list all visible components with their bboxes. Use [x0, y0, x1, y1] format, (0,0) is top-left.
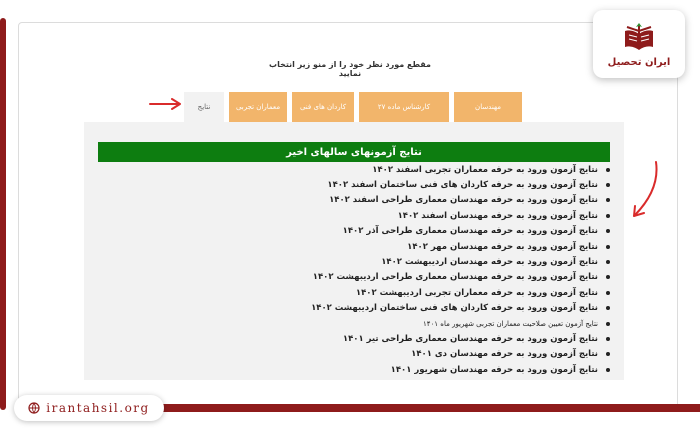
result-link[interactable]: نتایج آزمون ورود به حرفه کاردان های فنی ساختمان اردیبهشت ۱۴۰۲ — [110, 301, 610, 316]
result-link[interactable]: نتایج آزمون ورود به حرفه مهندسان دی ۱۴۰۱ — [110, 347, 610, 362]
bullet-icon — [606, 168, 610, 172]
result-link[interactable]: نتایج آزمون ورود به حرفه مهندسان مهر ۱۴۰۲ — [110, 239, 610, 254]
bullet-icon — [606, 368, 610, 372]
result-link[interactable]: نتایج آزمون ورود به حرفه مهندسان معماری طراحی اردیبهشت ۱۴۰۲ — [110, 270, 610, 285]
website-url: irantahsil.org — [46, 401, 150, 415]
bullet-icon — [606, 306, 610, 310]
bullet-icon — [606, 183, 610, 187]
result-link[interactable]: نتایج آزمون ورود به حرفه مهندسان معماری طراحی آذر ۱۴۰۲ — [110, 224, 610, 239]
bullet-icon — [606, 245, 610, 249]
bullet-icon — [606, 275, 610, 279]
tab-technicians[interactable]: کاردان های فنی — [292, 92, 354, 122]
result-link[interactable]: نتایج آزمون ورود به حرفه مهندسان اسفند ۱۴۰۲ — [110, 208, 610, 223]
bullet-icon — [606, 337, 610, 341]
website-link[interactable] — [14, 395, 164, 421]
result-link[interactable]: نتایج آزمون ورود به حرفه مهندسان اردیبهشت ۱۴۰۲ — [110, 254, 610, 269]
result-link[interactable]: نتایج آزمون تعیین صلاحیت معماران تجربی شهریور ماه ۱۴۰۱ — [110, 316, 610, 331]
bullet-icon — [606, 352, 610, 356]
tab-engineers[interactable]: مهندسان — [454, 92, 522, 122]
globe-icon — [28, 402, 40, 414]
result-link[interactable]: نتایج آزمون ورود به حرفه معماران تجربی اردیبهشت ۱۴۰۲ — [110, 285, 610, 300]
results-header: نتایج آزمونهای سالهای اخیر — [98, 142, 610, 162]
result-link[interactable]: نتایج آزمون ورود به حرفه معماران تجربی اسفند ۱۴۰۲ — [110, 162, 610, 177]
brand-logo[interactable] — [593, 10, 685, 78]
pointer-arrow-icon — [148, 98, 184, 110]
result-link[interactable]: نتایج آزمون ورود به حرفه کاردان های فنی ساختمان اسفند ۱۴۰۲ — [110, 177, 610, 192]
bullet-icon — [606, 198, 610, 202]
bullet-icon — [606, 214, 610, 218]
result-link[interactable]: نتایج آزمون ورود به حرفه مهندسان شهریور ۱۴۰۱ — [110, 362, 610, 377]
result-link[interactable]: نتایج آزمون ورود به حرفه مهندسان معماری طراحی اسفند ۱۴۰۲ — [110, 193, 610, 208]
instruction-text: مقطع مورد نظر خود را از منو زیر انتخاب نمایید — [269, 60, 431, 78]
pointer-arrow-icon — [626, 160, 662, 224]
bullet-icon — [606, 260, 610, 264]
results-panel — [84, 122, 624, 380]
bullet-icon — [606, 291, 610, 295]
category-tabs — [184, 92, 522, 122]
bullet-icon — [606, 322, 610, 326]
book-logo-icon — [619, 21, 659, 55]
frame-accent-bar — [0, 18, 6, 410]
results-list — [110, 162, 610, 377]
bullet-icon — [606, 229, 610, 233]
tab-article-27[interactable]: کارشناس ماده ۲۷ — [359, 92, 449, 122]
tab-results[interactable]: نتایج — [184, 92, 224, 122]
tab-experienced-architects[interactable]: معماران تجربی — [229, 92, 287, 122]
bottom-accent-bar — [130, 404, 700, 412]
result-link[interactable]: نتایج آزمون ورود به حرفه مهندسان معماری طراحی تیر ۱۴۰۱ — [110, 331, 610, 346]
logo-text: ایران تحصیل — [607, 56, 671, 68]
